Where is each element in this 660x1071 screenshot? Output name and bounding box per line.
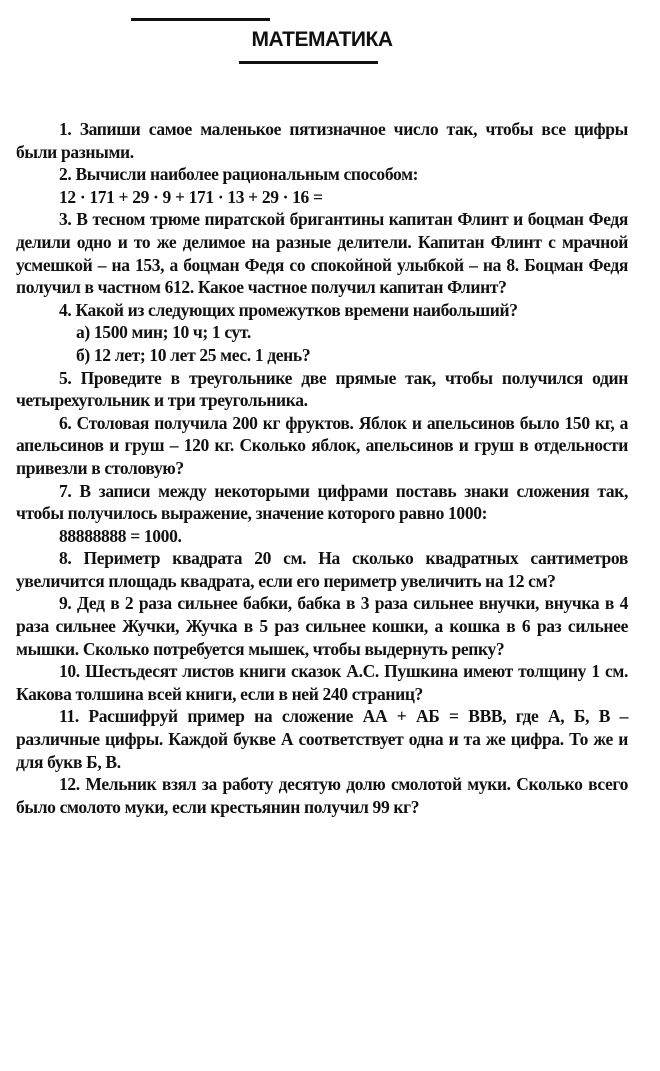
problem-10: 10. Шестьдесят листов книги сказок А.С. Пушкина имеют толщину 1 см. Какова толшина всей книги, если в ней 240 страниц? [16, 661, 628, 704]
problem-5: 5. Проведите в треугольнике две прямые так, чтобы получился один четырехугольник и три треугольника. [16, 367, 628, 411]
problem-6: 6. Столовая получила 200 кг фруктов. Яблок и апельсинов было 150 кг, а апельсинов и груш – 120 кг. Сколько яблок, апельсинов и груш в отдельности привезли в столовую? [16, 412, 628, 478]
problem-11: 11. Расшифруй пример на сложение АА + АБ = ВВВ, где А, Б, В – различные цифры. Каждой букве А соответствует одна и та же цифра. То же и для букв Б, В. [16, 706, 628, 772]
page-title: МАТЕМАТИКА [251, 28, 393, 51]
problem-8: 8. Периметр квадрата 20 см. На сколько квадратных сантиметров увеличится площадь квадрата, если его периметр увеличить на 12 см? [16, 548, 628, 591]
title-rule-bottom [239, 61, 378, 64]
problem-12: 12. Мельник взял за работу десятую долю смолотой муки. Сколько всего было смолото муки, если крестьянин получил 99 кг? [16, 774, 628, 817]
problem-2: 2. Вычисли наиболее рациональным способом: [59, 164, 419, 185]
problem-4: 4. Какой из следующих промежутков времени наибольший? [59, 299, 518, 320]
problem-7-expression: 88888888 = 1000. [59, 525, 182, 546]
problem-3: 3. В тесном трюме пиратской бригантины капитан Флинт и боцман Федя делили одно и то же делимое на разные делители. Капитан Флинт с мрачной усмешкой – на 153, а боцман Федя со спокойной улыбкой – на 8. Боцман Федя получил в частном 612. Какое частное получил капитан Флинт? [16, 209, 628, 298]
title-rule-top [131, 18, 270, 21]
problem-4-option-a: а) 1500 мин; 10 ч; 1 сут. [76, 322, 251, 343]
problem-4-option-b: б) 12 лет; 10 лет 25 мес. 1 день? [76, 344, 311, 365]
problem-7: 7. В записи между некоторыми цифрами поставь знаки сложения так, чтобы получилось выражение, значение которого равно 1000: [16, 480, 628, 524]
problem-list [16, 118, 628, 818]
problem-2-expression: 12 · 171 + 29 · 9 + 171 · 13 + 29 · 16 = [59, 186, 323, 207]
problem-9: 9. Дед в 2 раза сильнее бабки, бабка в 3 раза сильнее внучки, внучка в 4 раза сильнее Жучки, Жучка в 5 раз сильнее кошки, а кошка в 6 раз сильнее мышки. Сколько потребуется мышек, чтобы выдернуть репку? [16, 593, 628, 659]
problem-1: 1. Запиши самое маленькое пятизначное число так, чтобы все цифры были разными. [16, 119, 628, 162]
